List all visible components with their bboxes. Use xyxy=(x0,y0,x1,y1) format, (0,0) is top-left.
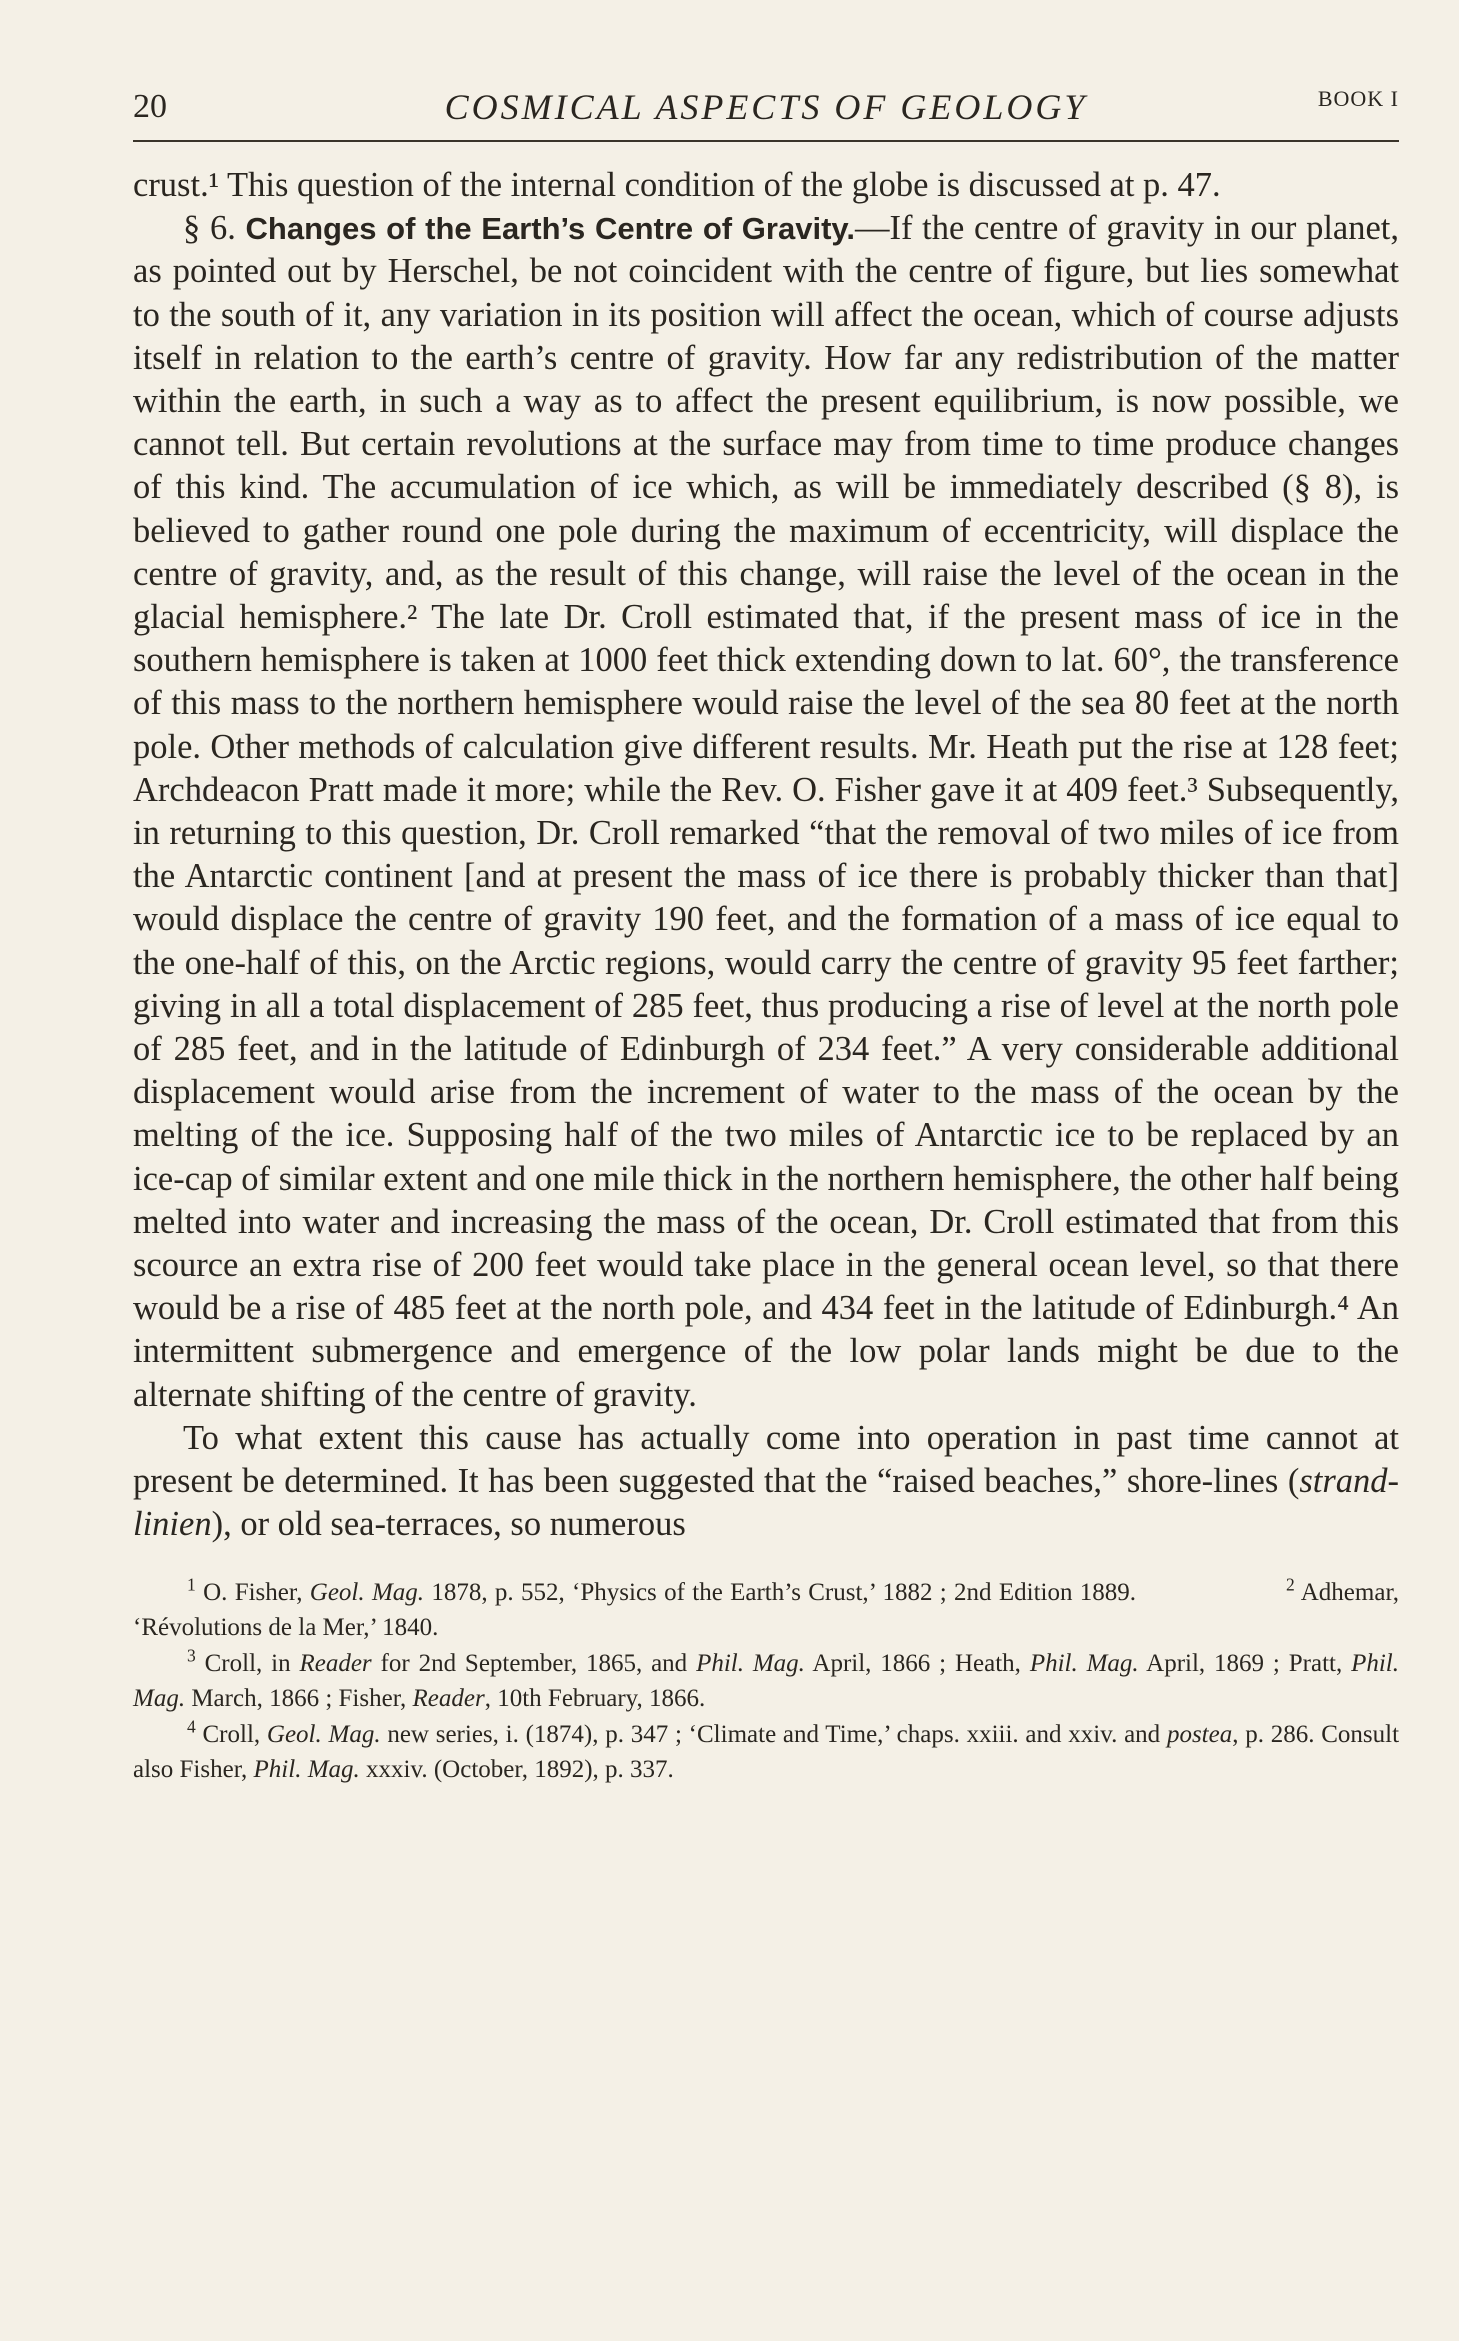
footnote-text: Croll, xyxy=(202,1720,267,1748)
footnote-text: xxxiv. (October, 1892), p. 337. xyxy=(359,1756,674,1783)
running-title: COSMICAL ASPECTS OF GEOLOGY xyxy=(444,87,1088,127)
paragraph-text: —If the centre of gravity in our planet, as pointed out by Herschel, be not coincident with the centre of figure, but lies somewhat to the south of it, any variation in its position will affect the ocean, which of course adjusts itself in relation to the earth’s centre of gravity. How far any redistribution of the matter within the earth, in such a way as to affect the present equilibrium, is now possible, we cannot tell. But certain revolutions at the surface may from time to time produce changes of this kind. The accumulation of ice which, as will be immediately described (§ 8), is believed to gather round one pole during the maximum of eccentricity, will displace the centre of gravity, and, as the result of this change, will raise the level of the ocean in the glacial hemisphere.² The late Dr. Croll estimated that, if the present mass of ice in the southern hemisphere is taken at 1000 feet thick extending down to lat. 60°, the transference of this mass to the northern hemisphere would raise the level of the sea 80 feet at the north pole. Other methods of calculation give different results. Mr. Heath put the rise at 128 feet; Archdeacon Pratt made it more; while the Rev. O. Fisher gave it at 409 feet.³ Subsequently, in returning to this question, Dr. Croll remarked “that the removal of two miles of ice from the Antarctic continent [and at present the mass of ice there is probably thicker than that] would displace the centre of gravity 190 feet, and the formation of a mass of ice equal to the one-half of this, on the Arctic regions, would carry the centre of gravity 95 feet farther; giving in all a total displacement of 285 feet, thus producing a rise of level at the north pole of 285 feet, and in the latitude of Edinburgh of 234 feet.” A very considerable additional displacement would arise from the increment of water to the mass of the ocean by the melting of the ice. Supposing half of the two miles of Antarctic ice to be replaced by an ice-cap of similar extent and one mile thick in the northern hemisphere, the other half being melted into water and increasing the mass of the ocean, Dr. Croll estimated that from this scource an extra rise of 200 feet would take place in the general ocean level, so that there would be a rise of 485 feet at the north pole, and 434 feet in the latitude of Edinburgh.⁴ An intermittent submergence and emergence of the low polar lands might be due to the alternate shifting of the centre of gravity. xyxy=(133,209,1400,1414)
footnote-marker: 3 xyxy=(187,1645,196,1666)
journal-title: Geol. Mag. xyxy=(309,1578,425,1606)
footnote-text: April, 1869 ; Pratt, xyxy=(1138,1649,1352,1677)
footnote-4 xyxy=(133,1717,1399,1788)
journal-title: Phil. Mag. xyxy=(1029,1649,1139,1677)
footnote-text: 1878, p. 552, ‘Physics of the Earth’s Crust,’ 1882 ; 2nd Edition 1889. xyxy=(424,1578,1137,1606)
paragraph-section-6 xyxy=(133,207,1399,1417)
footnote-text: March, 1866 ; Fisher, xyxy=(185,1685,413,1712)
italic-term: strand-linien xyxy=(133,1462,1399,1544)
journal-title: Phil. Mag. xyxy=(133,1649,1400,1712)
footnote-text: new series, i. (1874), p. 347 ; ‘Climate and Time,’ chaps. xxiii. and xxiv. and xyxy=(380,1720,1167,1748)
footnote-text: April, 1866 ; Heath, xyxy=(804,1649,1030,1677)
footnote-text: , p. 286. Consult also Fisher, xyxy=(133,1720,1400,1783)
footnote-text: Adhemar, ‘Révolutions de la Mer,’ 1840. xyxy=(133,1578,1400,1641)
footnote-text: for 2nd September, 1865, and xyxy=(371,1649,697,1677)
footnote-marker: 4 xyxy=(187,1716,196,1737)
paragraph-text: ), or old sea-terraces, so numerous xyxy=(211,1505,686,1544)
journal-title: Phil. Mag. xyxy=(696,1649,805,1677)
footnote-text: Croll, in xyxy=(204,1649,300,1677)
journal-title: Geol. Mag. xyxy=(266,1720,381,1748)
journal-title: Reader xyxy=(412,1685,485,1712)
running-head xyxy=(133,80,1399,142)
footnote-marker: 2 xyxy=(1286,1574,1295,1595)
footnote-3 xyxy=(133,1646,1399,1717)
section-heading: Changes of the Earth’s Centre of Gravity. xyxy=(245,211,855,247)
journal-title: Phil. Mag. xyxy=(253,1756,360,1783)
page-number: 20 xyxy=(133,88,167,125)
paragraph-text: To what extent this cause has actually come into operation in past time cannot at present be determined. It has been suggested that the “raised beaches,” shore-lines ( xyxy=(133,1418,1399,1501)
footnotes xyxy=(133,1575,1399,1788)
footnote-marker: 1 xyxy=(187,1574,196,1595)
footnote-text: , 10th February, 1866. xyxy=(484,1685,706,1712)
paragraph-continuation xyxy=(133,164,1399,207)
italic-term: postea xyxy=(1166,1720,1233,1748)
journal-title: Reader xyxy=(299,1649,372,1677)
book-label: BOOK I xyxy=(1317,86,1399,111)
body-text xyxy=(133,164,1399,1547)
paragraph-raised-beaches xyxy=(133,1417,1399,1547)
footnote-text: O. Fisher, xyxy=(203,1578,310,1606)
section-number: § 6. xyxy=(183,209,246,248)
footnote-1-2 xyxy=(133,1575,1399,1646)
paragraph-text: crust.¹ This question of the internal condition of the globe is discussed at p. 47. xyxy=(133,166,1221,204)
